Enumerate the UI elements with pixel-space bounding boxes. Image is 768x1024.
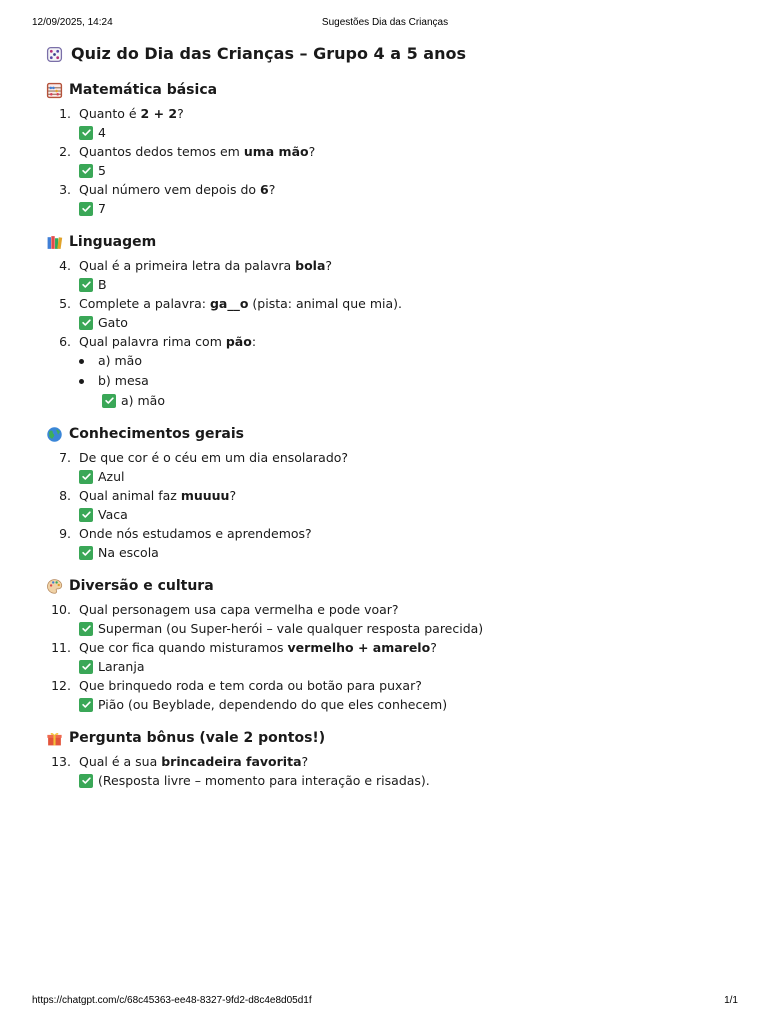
check-mark-icon	[79, 774, 93, 788]
answer	[46, 275, 736, 294]
question-number: 6.	[59, 334, 71, 349]
question-item	[46, 104, 736, 142]
question-text-part: Complete a palavra:	[79, 296, 210, 311]
answer-text: Laranja	[98, 659, 145, 674]
question-emphasis: 6	[260, 182, 269, 197]
question-text	[71, 486, 736, 505]
question	[46, 524, 736, 543]
question-text-part: Qual número vem depois do	[79, 182, 261, 197]
question-text-part: ?	[301, 754, 309, 769]
question-text	[71, 752, 736, 771]
print-url: https://chatgpt.com/c/68c45363-ee48-8327-9fd2-d8c4e8d05d1f	[32, 995, 312, 1006]
check-mark-icon	[79, 316, 93, 330]
dice-icon	[46, 46, 63, 63]
question-text-part: De que cor é o céu em um dia ensolarado?	[79, 450, 349, 465]
answer	[46, 123, 736, 142]
question-text-part: Quanto é	[79, 106, 141, 121]
quiz-sections	[46, 80, 736, 790]
question-text-part: ?	[177, 106, 184, 121]
question-emphasis: vermelho + amarelo	[287, 640, 431, 655]
question-number: 5.	[59, 296, 71, 311]
answer	[46, 391, 736, 410]
question-emphasis: bola	[295, 258, 326, 273]
answer-text: 4	[98, 125, 106, 140]
question-text	[71, 676, 736, 695]
quiz-section	[46, 80, 736, 218]
question-number: 1.	[59, 106, 71, 121]
question-text	[71, 448, 736, 467]
answer-text: Gato	[98, 315, 128, 330]
answer	[46, 771, 736, 790]
question-item	[46, 294, 736, 332]
section-heading	[46, 424, 736, 444]
question-text-part: Quantos dedos temos em	[79, 144, 244, 159]
answer-options	[46, 351, 736, 391]
question-text-part: Qual palavra rima com	[79, 334, 226, 349]
question	[46, 104, 736, 123]
print-header	[32, 17, 738, 31]
question-text-part: ?	[268, 182, 276, 197]
answer	[46, 161, 736, 180]
section-title-text: Diversão e cultura	[69, 578, 214, 594]
question-text	[71, 142, 736, 161]
page-title-text: Quiz do Dia das Crianças – Grupo 4 a 5 anos	[71, 44, 467, 63]
question-text	[71, 294, 736, 313]
print-datetime: 12/09/2025, 14:24	[32, 17, 113, 28]
question-text-part: ?	[430, 640, 437, 655]
question-item	[46, 600, 736, 638]
answer-text: B	[98, 277, 107, 292]
question-item	[46, 142, 736, 180]
question-text-part: Que cor fica quando misturamos	[79, 640, 288, 655]
question-text-part: ?	[308, 144, 316, 159]
quiz-section	[46, 576, 736, 714]
question-text	[71, 524, 736, 543]
question-number: 9.	[59, 526, 71, 541]
answer-option	[79, 351, 736, 371]
check-mark-icon	[79, 470, 93, 484]
question	[46, 294, 736, 313]
gift-icon	[46, 730, 63, 747]
question-list	[46, 448, 736, 562]
question-item	[46, 256, 736, 294]
answer	[46, 199, 736, 218]
question	[46, 486, 736, 505]
quiz-section	[46, 232, 736, 410]
answer-option-text: a) mão	[98, 353, 142, 368]
check-mark-icon	[79, 278, 93, 292]
section-title-text: Matemática básica	[69, 82, 218, 98]
question-item	[46, 676, 736, 714]
question-emphasis: muuuu	[180, 488, 230, 503]
question-emphasis: ga__o	[209, 296, 249, 311]
quiz-section	[46, 728, 736, 790]
question	[46, 256, 736, 275]
question-number: 4.	[59, 258, 71, 273]
question-number: 2.	[59, 144, 71, 159]
question-list	[46, 752, 736, 790]
section-title-text: Conhecimentos gerais	[69, 426, 244, 442]
question	[46, 180, 736, 199]
check-mark-icon	[79, 508, 93, 522]
answer-text: 7	[98, 201, 106, 216]
question-text-part: Qual é a sua	[79, 754, 162, 769]
section-heading	[46, 728, 736, 748]
section-heading	[46, 80, 736, 100]
question-item	[46, 332, 736, 410]
answer-option-text: b) mesa	[98, 373, 149, 388]
globe-icon	[46, 426, 63, 443]
question-number: 10.	[51, 602, 71, 617]
question-number: 11.	[51, 640, 71, 655]
check-mark-icon	[79, 698, 93, 712]
check-mark-icon	[79, 126, 93, 140]
answer	[46, 505, 736, 524]
question-text	[71, 600, 736, 619]
question-text	[71, 180, 736, 199]
question-item	[46, 448, 736, 486]
answer	[46, 695, 736, 714]
answer	[46, 619, 736, 638]
page-title	[46, 42, 736, 66]
answer-text: a) mão	[121, 393, 165, 408]
question-emphasis: uma mão	[243, 144, 309, 159]
question-item	[46, 752, 736, 790]
document-content	[46, 42, 736, 804]
question-number: 13.	[51, 754, 71, 769]
question-text-part: :	[251, 334, 257, 349]
check-mark-icon	[79, 622, 93, 636]
answer	[46, 313, 736, 332]
question	[46, 448, 736, 467]
question-text-part: ?	[229, 488, 237, 503]
abacus-icon	[46, 82, 63, 99]
question-emphasis: pão	[225, 334, 252, 349]
question-text-part: (pista: animal que mia).	[248, 296, 402, 311]
check-mark-icon	[102, 394, 116, 408]
section-heading	[46, 576, 736, 596]
print-page-number: 1/1	[724, 995, 738, 1006]
check-mark-icon	[79, 202, 93, 216]
answer-text: (Resposta livre – momento para interação e risadas).	[98, 773, 430, 788]
bullet-dot	[79, 379, 84, 384]
question-number: 7.	[59, 450, 71, 465]
question-text-part: Qual personagem usa capa vermelha e pode voar?	[79, 602, 399, 617]
check-mark-icon	[79, 546, 93, 560]
answer-text: Azul	[98, 469, 125, 484]
answer-text: 5	[98, 163, 106, 178]
question-text	[71, 638, 736, 657]
question-item	[46, 638, 736, 676]
section-heading	[46, 232, 736, 252]
question-number: 8.	[59, 488, 71, 503]
question	[46, 638, 736, 657]
answer	[46, 657, 736, 676]
quiz-section	[46, 424, 736, 562]
books-icon	[46, 234, 63, 251]
palette-icon	[46, 578, 63, 595]
question-item	[46, 180, 736, 218]
answer-text: Vaca	[98, 507, 128, 522]
answer	[46, 543, 736, 562]
question-text-part: Onde nós estudamos e aprendemos?	[79, 526, 312, 541]
question-emphasis: brincadeira favorita	[161, 754, 302, 769]
question-text-part: Qual animal faz	[79, 488, 181, 503]
answer-text: Superman (ou Super-herói – vale qualquer resposta parecida)	[98, 621, 484, 636]
section-title-text: Linguagem	[69, 234, 157, 250]
question	[46, 332, 736, 351]
question-number: 12.	[51, 678, 71, 693]
question-list	[46, 600, 736, 714]
question-text-part: Que brinquedo roda e tem corda ou botão para puxar?	[79, 678, 422, 693]
question	[46, 142, 736, 161]
question-list	[46, 104, 736, 218]
question-item	[46, 524, 736, 562]
question-emphasis: 2 + 2	[140, 106, 178, 121]
answer-text: Pião (ou Beyblade, dependendo do que eles conhecem)	[98, 697, 448, 712]
question	[46, 600, 736, 619]
check-mark-icon	[79, 164, 93, 178]
answer-option	[79, 371, 736, 391]
answer-text: Na escola	[98, 545, 159, 560]
print-footer	[32, 995, 738, 1009]
question-text-part: Qual é a primeira letra da palavra	[79, 258, 296, 273]
question-text	[71, 332, 736, 351]
print-tab-title: Sugestões Dia das Crianças	[321, 17, 449, 28]
answer	[46, 467, 736, 486]
section-title-text: Pergunta bônus (vale 2 pontos!)	[69, 730, 326, 746]
question-text	[71, 104, 736, 123]
bullet-dot	[79, 359, 84, 364]
question-text-part: ?	[325, 258, 333, 273]
question	[46, 752, 736, 771]
check-mark-icon	[79, 660, 93, 674]
question-item	[46, 486, 736, 524]
question-text	[71, 256, 736, 275]
question-list	[46, 256, 736, 410]
question-number: 3.	[59, 182, 71, 197]
question	[46, 676, 736, 695]
